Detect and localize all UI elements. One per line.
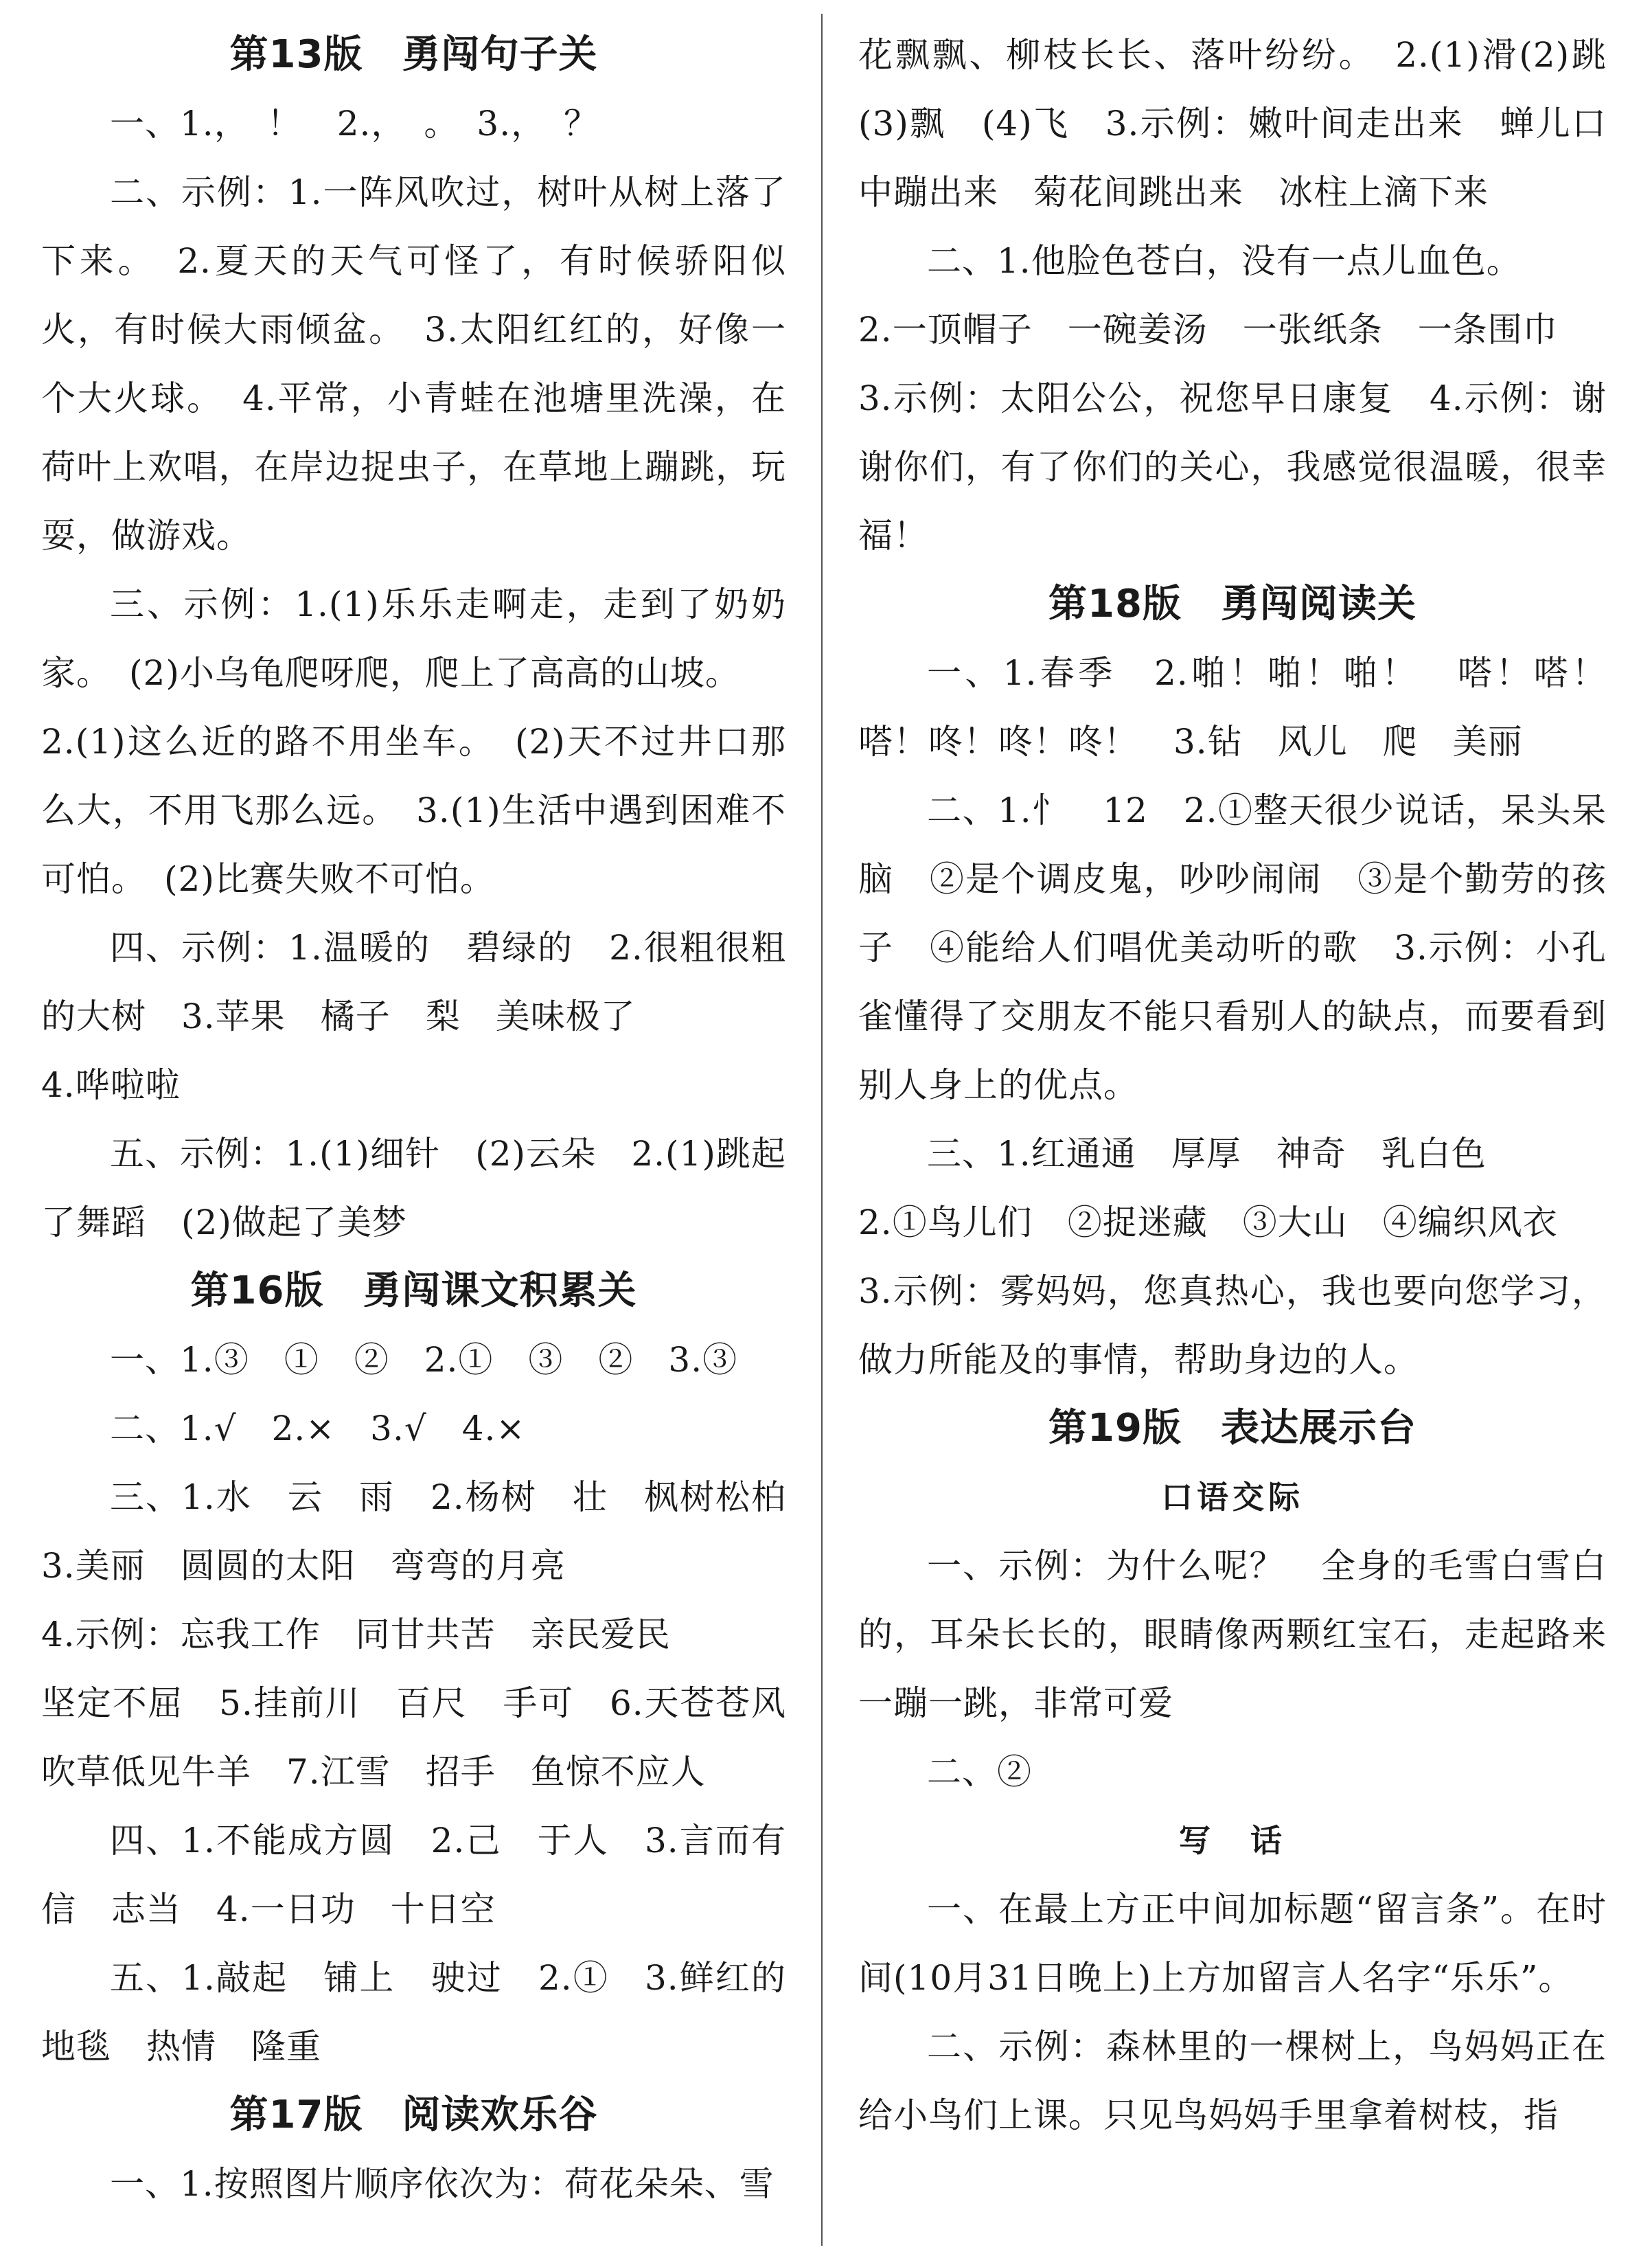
- answer-paragraph: 四、1.不能成方圆 2.己 于人 3.言而有信 志当 4.一日功 十日空: [41, 1821, 786, 1929]
- answer-paragraph: 一、在最上方正中间加标题“留言条”。在时间(10月31日晚上)上方加留言人名字“乐乐”。: [858, 1889, 1607, 1998]
- section-heading: 第17版 阅读欢乐谷: [229, 2093, 598, 2137]
- answer-paragraph: 五、1.敲起 铺上 驶过 2.① 3.鲜红的地毯 热情 隆重: [41, 1958, 786, 2067]
- answer-paragraph: 二、示例：1.一阵风吹过，树叶从树上落了下来。 2.夏天的天气可怪了，有时候骄阳似火，有时候大雨倾盆。 3.太阳红红的，好像一个大火球。 4.平常，小青蛙在池塘里洗澡，在荷叶上欢唱，在岸边捉虫子，在草地上蹦跳，玩耍，做游戏。: [41, 172, 786, 556]
- section-heading: 第16版 勇闯课文积累关: [190, 1268, 637, 1313]
- answer-paragraph: 一、1.③ ① ② 2.① ③ ② 3.③: [110, 1340, 738, 1380]
- answer-paragraph: 三、示例：1.(1)乐乐走啊走，走到了奶奶家。 (2)小乌龟爬呀爬，爬上了高高的山坡。: [41, 584, 786, 693]
- answer-paragraph: 三、1.水 云 雨 2.杨树 壮 枫树松柏 3.美丽 圆圆的太阳 弯弯的月亮: [41, 1477, 821, 1586]
- answer-paragraph: 2.①鸟儿们 ②捉迷藏 ③大山 ④编织风衣: [858, 1203, 1558, 1242]
- answer-paragraph: 一、1.春季 2.啪！啪！啪！ 嗒！嗒！嗒！咚！咚！咚！ 3.钻 风儿 爬 美丽: [858, 653, 1607, 762]
- right-column: [858, 21, 1642, 2150]
- answer-paragraph: 三、1.红通通 厚厚 神奇 乳白色: [927, 1134, 1487, 1174]
- answer-paragraph: 3.示例：雾妈妈，您真热心，我也要向您学习，做力所能及的事情，帮助身边的人。: [858, 1271, 1607, 1380]
- section-heading: 第13版 勇闯句子关: [229, 32, 598, 77]
- answer-paragraph: 4.哗啦啦: [41, 1065, 181, 1105]
- section-heading: 第18版 勇闯阅读关: [1048, 582, 1416, 626]
- answer-paragraph: 一、1.， ！ 2.， 。 3.， ？: [110, 104, 599, 144]
- answer-paragraph: 二、示例：森林里的一棵树上，鸟妈妈正在给小鸟们上课。只见鸟妈妈手里拿着树枝，指: [858, 2027, 1607, 2135]
- answer-paragraph: 二、1.他脸色苍白，没有一点儿血色。: [927, 241, 1522, 281]
- answer-paragraph: 花飘飘、柳枝长长、落叶纷纷。 2.(1)滑(2)跳 (3)飘 (4)飞 3.示例：嫩叶间走出来 蝉儿口中蹦出来 菊花间跳出来 冰柱上滴下来: [858, 35, 1642, 212]
- answer-paragraph: 四、示例：1.温暖的 碧绿的 2.很粗很粗的大树 3.苹果 橘子 梨 美味极了: [41, 928, 786, 1036]
- section-heading: 第19版 表达展示台: [1048, 1406, 1416, 1450]
- answer-paragraph: 一、1.按照图片顺序依次为：荷花朵朵、雪: [110, 2164, 775, 2204]
- answer-paragraph: 3.示例：太阳公公，祝您早日康复 4.示例：谢谢你们，有了你们的关心，我感觉很温暖，很幸福！: [858, 378, 1607, 556]
- answer-paragraph: 一、示例：为什么呢？ 全身的毛雪白雪白的，耳朵长长的，眼睛像两颗红宝石，走起路来一蹦一跳，非常可爱: [858, 1546, 1607, 1723]
- answer-paragraph: 五、示例：1.(1)细针 (2)云朵 2.(1)跳起了舞蹈 (2)做起了美梦: [41, 1134, 786, 1242]
- answer-paragraph: 4.示例：忘我工作 同甘共苦 亲民爱民: [41, 1615, 671, 1654]
- answer-paragraph: 二、②: [927, 1752, 1032, 1792]
- answer-paragraph: 2.一顶帽子 一碗姜汤 一张纸条 一条围巾: [858, 310, 1558, 350]
- answer-paragraph: 二、1.忄 12 2.①整天很少说话，呆头呆脑 ②是个调皮鬼，吵吵闹闹 ③是个勤劳的孩子 ④能给人们唱优美动听的歌 3.示例：小孔雀懂得了交朋友不能只看别人的缺点，而要看到别人身上的优点。: [858, 790, 1607, 1105]
- answer-paragraph: 二、1.√ 2.× 3.√ 4.×: [110, 1409, 526, 1448]
- column-divider: [821, 14, 823, 2246]
- left-column: [41, 21, 821, 2218]
- subsection-heading: 口语交际: [1161, 1479, 1304, 1516]
- subsection-heading: 写 话: [1179, 1822, 1286, 1859]
- answer-paragraph: 2.(1)这么近的路不用坐车。 (2)天不过井口那么大，不用飞那么远。 3.(1)生活中遇到困难不可怕。 (2)比赛失败不可怕。: [41, 722, 786, 899]
- answer-paragraph: 坚定不屈 5.挂前川 百尺 手可 6.天苍苍风吹草低见牛羊 7.江雪 招手 鱼惊不应人: [41, 1683, 786, 1792]
